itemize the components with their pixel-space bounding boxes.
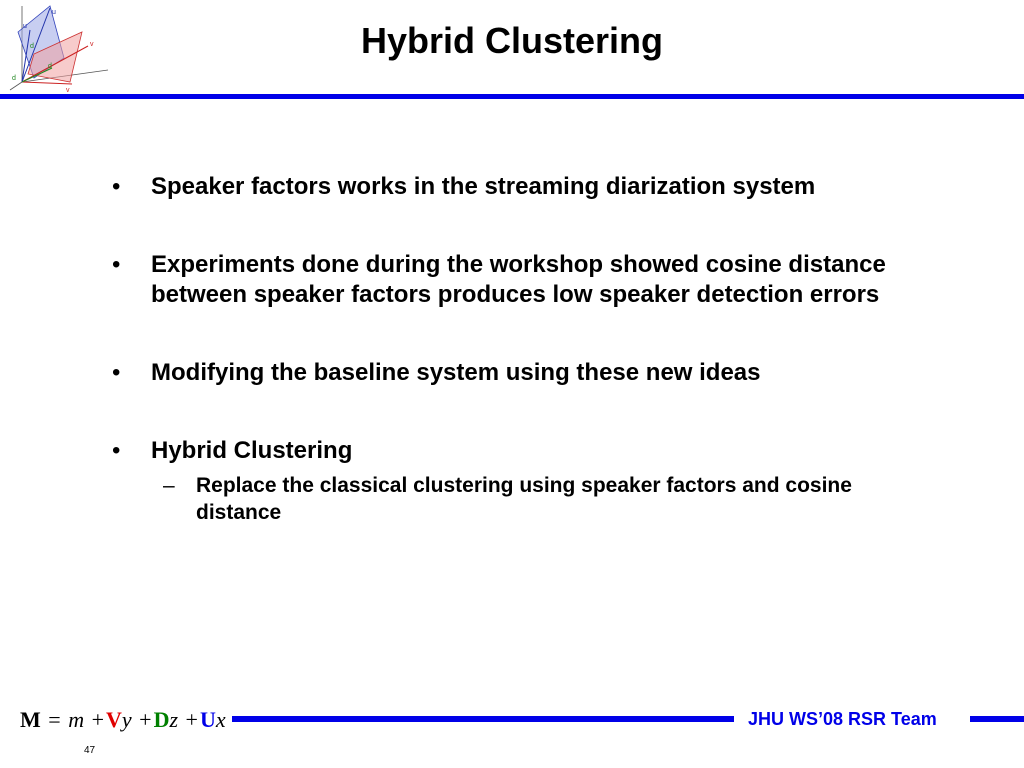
formula-M: M — [20, 707, 41, 732]
bullet-text: Experiments done during the workshop showed cosine distance between speaker factors produces low speaker detection errors — [151, 251, 886, 308]
bullet-text: Speaker factors works in the streaming diarization system — [151, 173, 816, 200]
formula-plus: + — [139, 707, 152, 732]
bullet-item — [112, 250, 972, 310]
bullet-item — [112, 172, 972, 202]
bullet-dot-icon: • — [112, 251, 121, 278]
dash-icon: – — [163, 474, 175, 497]
formula-V: V — [106, 707, 122, 732]
formula-m: m — [68, 707, 85, 732]
formula-plus: + — [91, 707, 104, 732]
bullet-dot-icon: • — [112, 173, 121, 200]
bullet-dot-icon: • — [112, 437, 121, 464]
formula-plus: + — [185, 707, 198, 732]
bullet-text: Modifying the baseline system using these new ideas — [151, 359, 761, 386]
bullet-item — [112, 436, 972, 526]
sub-bullet-text: Replace the classical clustering using speaker factors and cosine distance — [196, 474, 852, 524]
bullet-item — [112, 358, 972, 388]
logo-label-u1: u — [23, 23, 27, 30]
logo-label-v2: v — [90, 41, 94, 48]
formula-D: D — [153, 707, 170, 732]
bullet-dot-icon: • — [112, 359, 121, 386]
formula-z: z — [169, 707, 179, 732]
formula-U: U — [199, 707, 216, 732]
formula-x: x — [215, 707, 226, 732]
team-label: JHU WS’08 RSR Team — [748, 709, 937, 729]
sub-bullet-item — [151, 472, 916, 526]
bullet-list — [112, 172, 972, 526]
logo-label-d22: d — [48, 63, 52, 70]
logo-label-d11: d — [30, 43, 34, 50]
footer-divider-right — [970, 716, 1024, 722]
model-formula — [20, 707, 226, 733]
title-divider — [0, 94, 1024, 99]
slide-title: Hybrid Clustering — [360, 20, 664, 61]
logo-label-d33: d — [12, 75, 16, 82]
logo-label-v1: v — [66, 87, 70, 94]
page-number: 47 — [84, 745, 96, 756]
formula-equals: = — [48, 707, 61, 732]
logo-label-u2: u — [52, 9, 56, 16]
formula-y: y — [121, 707, 132, 732]
footer-divider-middle — [232, 716, 734, 722]
bullet-text: Hybrid Clustering — [151, 437, 353, 464]
